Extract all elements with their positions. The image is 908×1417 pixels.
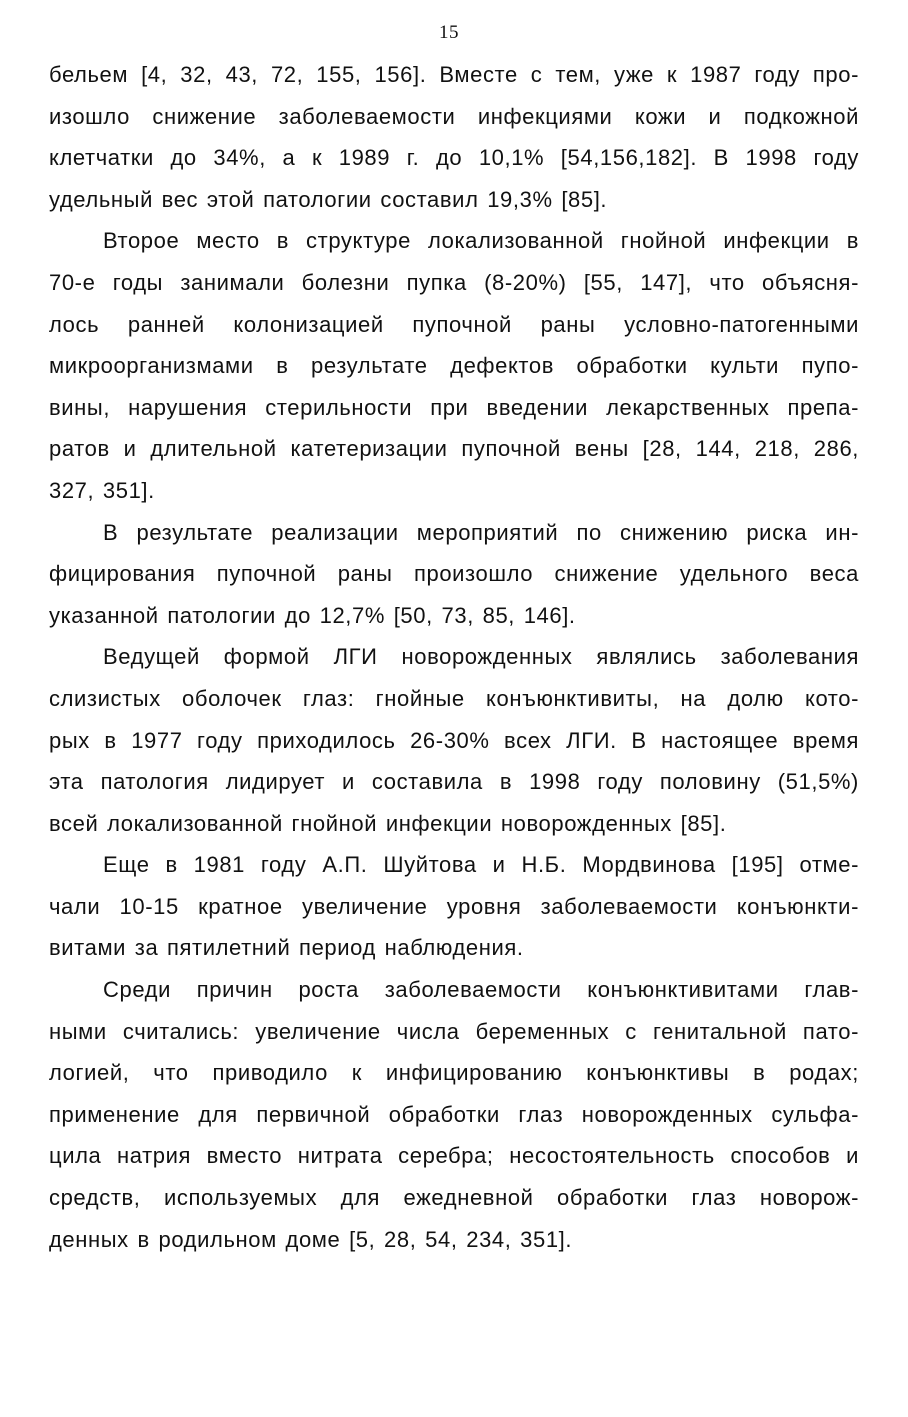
text-line: вины, нарушения стерильности при введении лекарственных препа- [49, 394, 859, 420]
text-line: Еще в 1981 году А.П. Шуйтова и Н.Б. Мордвинова [195] отме- [103, 852, 859, 878]
paragraph-1 [49, 54, 859, 220]
text-line: Второе место в структуре локализованной гнойной инфекции в [103, 228, 859, 254]
text-line: 70-е годы занимали болезни пупка (8-20%) [55, 147], что объясня- [49, 269, 859, 295]
text-line: лось ранней колонизацией пупочной раны условно-патогенными [49, 311, 859, 337]
text-line: цила натрия вместо нитрата серебра; несостоятельность способов и [49, 1143, 859, 1169]
text-line: всей локализованной гнойной инфекции новорожденных [85]. [49, 810, 727, 836]
text-line: денных в родильном доме [5, 28, 54, 234, 351]. [49, 1226, 573, 1252]
text-line: указанной патологии до 12,7% [50, 73, 85, 146]. [49, 602, 576, 628]
text-line: рых в 1977 году приходилось 26-30% всех ЛГИ. В настоящее время [49, 727, 859, 753]
text-line: удельный вес этой патологии составил 19,3% [85]. [49, 186, 608, 212]
text-line: применение для первичной обработки глаз новорожденных сульфа- [49, 1101, 859, 1127]
paragraph-4 [49, 636, 859, 844]
text-line: бельем [4, 32, 43, 72, 155, 156]. Вместе с тем, уже к 1987 году про- [49, 62, 859, 87]
text-line: слизистых оболочек глаз: гнойные конъюнктивиты, на долю кото- [49, 685, 859, 711]
text-line: Среди причин роста заболеваемости конъюнктивитами глав- [103, 977, 859, 1003]
text-line: логией, что приводило к инфицированию конъюнктивы в родах; [49, 1060, 859, 1086]
text-line: средств, используемых для ежедневной обработки глаз новорож- [49, 1185, 859, 1211]
text-line: ными считались: увеличение числа беременных с генитальной пато- [49, 1018, 859, 1044]
text-line: Ведущей формой ЛГИ новорожденных являлись заболевания [103, 644, 859, 670]
text-line: изошло снижение заболеваемости инфекциями кожи и подкожной [49, 103, 859, 129]
text-line: В результате реализации мероприятий по снижению риска ин- [103, 519, 859, 545]
page-number: 15 [439, 22, 459, 43]
paragraph-3 [49, 512, 859, 637]
text-line: витами за пятилетний период наблюдения. [49, 935, 524, 961]
paragraph-6 [49, 969, 859, 1260]
text-line: чали 10-15 кратное увеличение уровня заболеваемости конъюнкти- [49, 893, 859, 919]
text-line: ратов и длительной катетеризации пупочной вены [28, 144, 218, 286, [49, 436, 859, 462]
text-line: клетчатки до 34%, а к 1989 г. до 10,1% [54,156,182]. В 1998 году [49, 145, 859, 171]
paragraph-2 [49, 220, 859, 511]
text-line: фицирования пупочной раны произошло снижение удельного веса [49, 561, 859, 587]
document-body [49, 54, 859, 1260]
text-line: эта патология лидирует и составила в 1998 году половину (51,5%) [49, 769, 859, 795]
paragraph-5 [49, 844, 859, 969]
text-line: микроорганизмами в результате дефектов обработки культи пупо- [49, 353, 859, 379]
text-line: 327, 351]. [49, 477, 155, 503]
